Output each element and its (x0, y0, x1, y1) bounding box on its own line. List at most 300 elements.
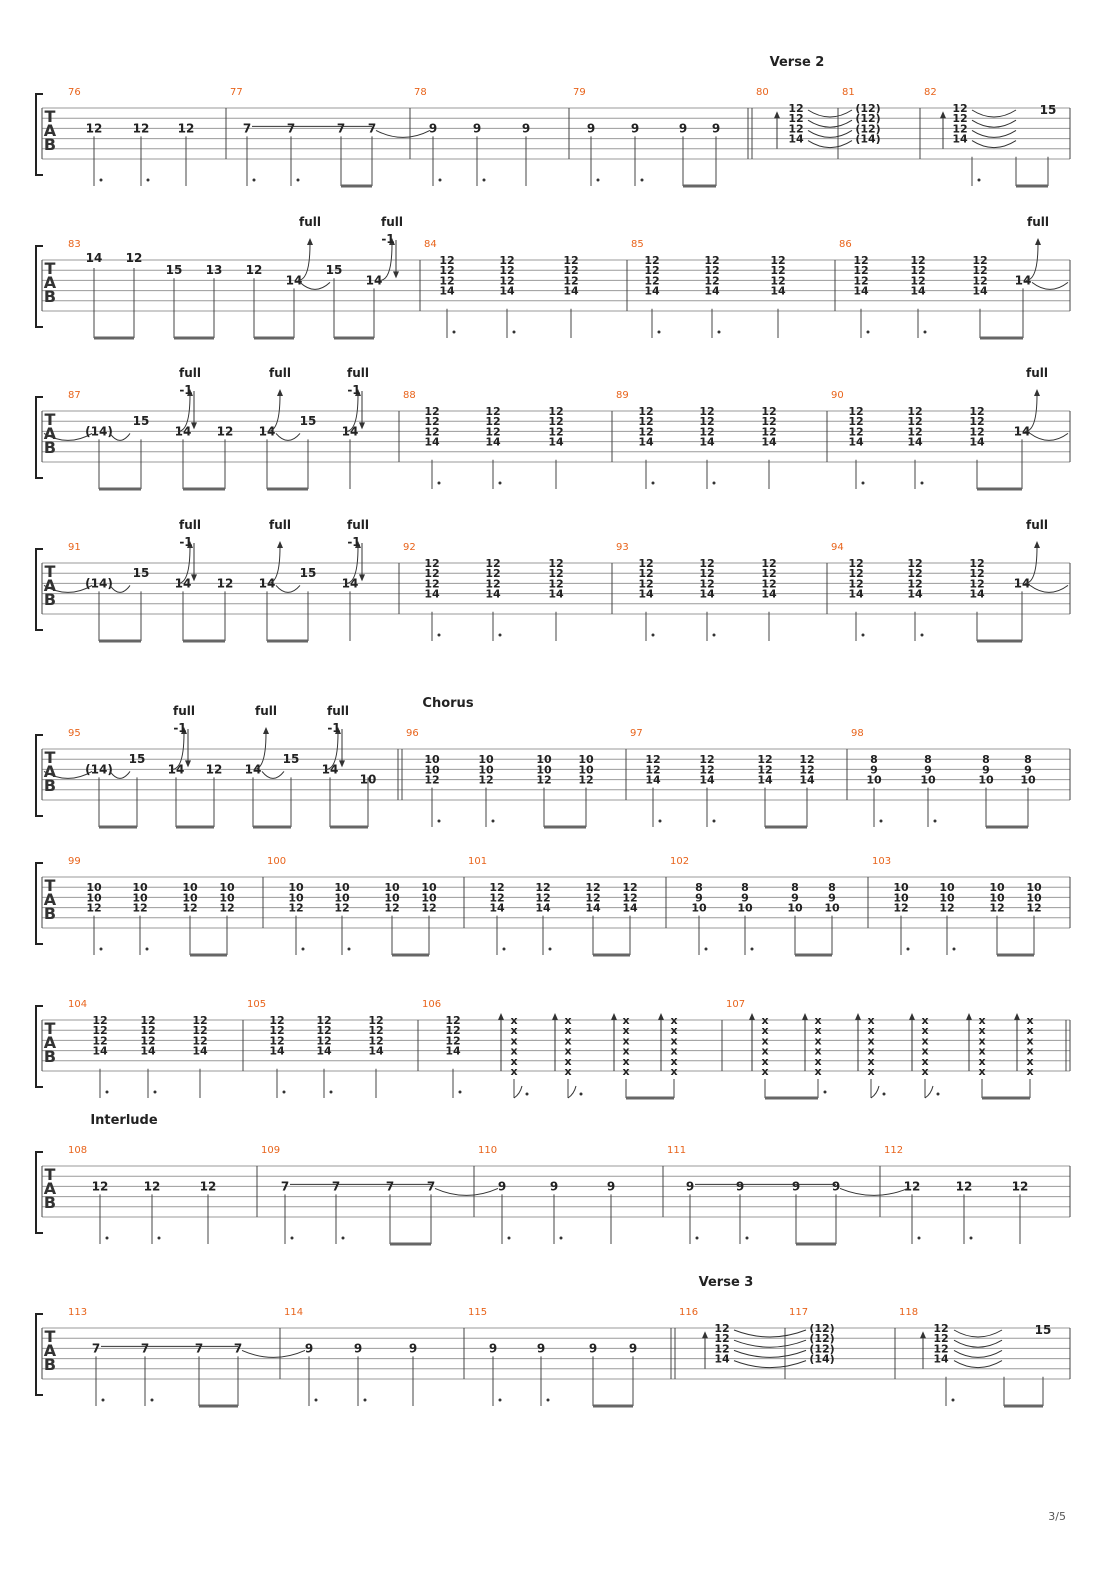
tie (954, 1350, 1002, 1357)
fret-number: 14 (365, 273, 383, 288)
measure-number: 111 (667, 1145, 687, 1156)
fret-number: 14 (244, 762, 262, 777)
tab-clef-letter: T (44, 1165, 56, 1184)
bend-release: -1 (327, 721, 341, 735)
fret-number: 9 (497, 1179, 507, 1194)
measure-number: 81 (842, 87, 855, 98)
rhythm-dot (641, 179, 644, 182)
fret-number: 12 (585, 891, 601, 905)
fret-number: 10 (288, 881, 304, 895)
tab-clef-letter: A (43, 890, 57, 909)
bend-release: -1 (381, 232, 395, 246)
release-arrow (185, 760, 191, 767)
strum-arrow (774, 111, 780, 118)
measure-number: 105 (247, 999, 267, 1010)
fret-number: 9 (304, 1341, 314, 1356)
fret-number: 12 (424, 415, 440, 429)
fret-number: 10 (737, 901, 753, 915)
strum-arrow (749, 1013, 755, 1020)
fret-number: 10 (824, 901, 840, 915)
fret-number: 12 (499, 254, 515, 267)
dead-note: x (921, 1024, 929, 1038)
fret-number: 12 (489, 881, 505, 895)
rhythm-dot (503, 948, 506, 951)
fret-number: 12 (499, 274, 515, 288)
rhythm-dot (154, 1091, 157, 1094)
dead-note: x (867, 1044, 875, 1058)
fret-number: 12 (368, 1014, 384, 1027)
fret-number: 12 (969, 405, 985, 418)
fret-number: 12 (424, 577, 440, 591)
tab-clef-letter: B (43, 1355, 57, 1374)
rhythm-dot (508, 1237, 511, 1240)
dead-note: x (761, 1034, 769, 1048)
fret-number: 13 (205, 263, 223, 278)
fret-number: 12 (316, 1014, 332, 1027)
fret-number: 15 (132, 414, 150, 429)
fret-number: 14 (485, 587, 501, 601)
tie (734, 1340, 806, 1347)
note-flag (514, 1086, 522, 1098)
dead-note: x (670, 1034, 678, 1048)
fret-number: 12 (535, 881, 551, 895)
fret-number: 14 (174, 424, 192, 439)
fret-number: 12 (907, 567, 923, 581)
fret-number: 12 (85, 121, 103, 136)
fret-number: 12 (424, 425, 440, 439)
fret-number: 12 (216, 424, 234, 439)
dead-note: x (921, 1014, 929, 1027)
bend-label: full (179, 366, 201, 380)
fret-number: 10 (132, 891, 148, 905)
dead-note: x (510, 1054, 518, 1068)
fret-number: (12) (809, 1332, 835, 1346)
dead-note: x (761, 1014, 769, 1027)
fret-number: 15 (1034, 1323, 1052, 1337)
fret-number: 10 (893, 881, 909, 895)
tie (840, 1188, 908, 1195)
fret-number: 7 (280, 1179, 290, 1194)
fret-number: 12 (972, 264, 988, 278)
rhythm-dot (713, 482, 716, 485)
tie (734, 1350, 806, 1357)
fret-number: 14 (699, 773, 715, 787)
fret-number: 8 (870, 753, 878, 767)
dead-note: x (867, 1014, 875, 1027)
fret-number: 14 (258, 424, 276, 439)
fret-number: 10 (578, 763, 594, 777)
dead-note: x (1026, 1034, 1034, 1048)
measure-number: 89 (616, 390, 629, 401)
note-flag (871, 1086, 879, 1098)
fret-number: 14 (910, 284, 926, 298)
fret-number: 7 (331, 1179, 341, 1194)
fret-number: 12 (548, 557, 564, 570)
rhythm-dot (978, 179, 981, 182)
measure-number: 92 (403, 542, 416, 553)
measure-number: 110 (478, 1145, 498, 1156)
fret-number: 14 (424, 587, 440, 601)
dead-note: x (761, 1044, 769, 1058)
fret-number: 8 (695, 881, 703, 895)
fret-number: 8 (741, 881, 749, 895)
rhythm-dot (499, 1399, 502, 1402)
fret-number: 12 (563, 254, 579, 267)
fret-number: 10 (893, 891, 909, 905)
fret-number: 12 (853, 264, 869, 278)
fret-number: 12 (622, 891, 638, 905)
note-flag (568, 1086, 576, 1098)
fret-number: 12 (140, 1034, 156, 1048)
fret-number: 12 (548, 567, 564, 581)
fret-number: 12 (485, 415, 501, 429)
bend-arrow (263, 727, 269, 734)
measure-number: 77 (230, 87, 243, 98)
fret-number: 10 (978, 773, 994, 787)
release-arrow (191, 422, 197, 429)
tie (954, 1361, 1002, 1368)
dead-note: x (622, 1065, 630, 1078)
fret-number: 12 (445, 1034, 461, 1048)
fret-number: 15 (132, 566, 150, 581)
dead-note: x (510, 1044, 518, 1058)
dead-note: x (867, 1024, 875, 1038)
measure-number: 112 (884, 1145, 904, 1156)
fret-number: (12) (809, 1342, 835, 1356)
fret-number: 10 (478, 763, 494, 777)
tab-system (36, 55, 1070, 175)
tab-clef-letter: T (44, 1019, 56, 1038)
fret-number: 9 (791, 891, 799, 905)
bend-arrow (1034, 389, 1040, 396)
fret-number: 12 (704, 254, 720, 267)
strum-arrow (920, 1331, 926, 1338)
rhythm-dot (867, 331, 870, 334)
measure-number: 103 (872, 856, 892, 867)
fret-number: 9 (586, 121, 596, 136)
fret-number: 12 (424, 405, 440, 418)
fret-number: 10 (787, 901, 803, 915)
fret-number: 12 (770, 254, 786, 267)
fret-number: 12 (269, 1014, 285, 1027)
fret-number: 14 (192, 1044, 208, 1058)
fret-number: 12 (714, 1322, 730, 1335)
rhythm-dot (937, 1093, 940, 1096)
fret-number: 12 (853, 274, 869, 288)
fret-number: 12 (910, 274, 926, 288)
section-label: Verse 3 (698, 1275, 754, 1290)
fret-number: 15 (325, 263, 343, 278)
tab-clef-letter: B (43, 438, 57, 457)
dead-note: x (510, 1065, 518, 1078)
fret-number: (14) (855, 132, 881, 146)
fret-number: 10 (989, 891, 1005, 905)
dead-note: x (622, 1054, 630, 1068)
fret-number: 12 (907, 577, 923, 591)
fret-number: 12 (699, 577, 715, 591)
fret-number: 12 (245, 263, 263, 278)
rhythm-dot (921, 482, 924, 485)
fret-number: 10 (384, 891, 400, 905)
release-arrow (359, 422, 365, 429)
fret-number: 12 (761, 567, 777, 581)
rhythm-dot (438, 482, 441, 485)
fret-number: 12 (445, 1024, 461, 1038)
bend-release: -1 (173, 721, 187, 735)
dead-note: x (564, 1065, 572, 1078)
rhythm-dot (880, 820, 883, 823)
rhythm-dot (549, 948, 552, 951)
fret-number: 8 (982, 753, 990, 767)
fret-number: 14 (341, 424, 359, 439)
fret-number: 10 (478, 753, 494, 767)
fret-number: 12 (972, 274, 988, 288)
fret-number: 10 (989, 881, 1005, 895)
tie (972, 120, 1016, 127)
fret-number: 14 (445, 1044, 461, 1058)
dead-note: x (814, 1014, 822, 1027)
tie (972, 110, 1016, 117)
rhythm-dot (302, 948, 305, 951)
measure-number: 80 (756, 87, 769, 98)
fret-number: 12 (989, 901, 1005, 915)
rhythm-dot (659, 820, 662, 823)
tab-clef-letter: B (43, 287, 57, 306)
fret-number: 14 (848, 587, 864, 601)
tie (808, 141, 852, 148)
measure-number: 90 (831, 390, 844, 401)
fret-number: 9 (711, 121, 721, 136)
fret-number: 14 (853, 284, 869, 298)
fret-number: 12 (288, 901, 304, 915)
measure-number: 107 (726, 999, 746, 1010)
fret-number: 10 (86, 881, 102, 895)
rhythm-dot (918, 1237, 921, 1240)
fret-number: 10 (288, 891, 304, 905)
bend-label: full (1026, 518, 1048, 532)
tab-clef-letter: A (43, 1341, 57, 1360)
bend-label: full (381, 215, 403, 229)
fret-number: 12 (788, 112, 804, 126)
bend-label: full (347, 518, 369, 532)
fret-number: 15 (165, 263, 183, 278)
bend-label: full (269, 518, 291, 532)
fret-number: 12 (445, 1014, 461, 1027)
measure-number: 86 (839, 239, 852, 250)
fret-number: 12 (969, 425, 985, 439)
fret-number: 12 (699, 557, 715, 570)
tie (734, 1361, 806, 1368)
fret-number: 12 (799, 753, 815, 767)
fret-number: 14 (704, 284, 720, 298)
tab-clef-letter: A (43, 1179, 57, 1198)
bend-label: full (179, 518, 201, 532)
fret-number: 12 (699, 415, 715, 429)
fret-number: 12 (92, 1034, 108, 1048)
fret-number: 9 (791, 1179, 801, 1194)
section-label: Verse 2 (769, 55, 825, 70)
fret-number: 12 (143, 1179, 161, 1194)
fret-number: 14 (638, 435, 654, 449)
bend-arrow (1034, 541, 1040, 548)
bend-release: -1 (347, 383, 361, 397)
fret-number: 14 (644, 284, 660, 298)
dead-note: x (670, 1044, 678, 1058)
tab-clef-letter: A (43, 424, 57, 443)
measure-number: 97 (630, 728, 643, 739)
tab-clef-letter: B (43, 1047, 57, 1066)
fret-number: 12 (548, 577, 564, 591)
rhythm-dot (438, 820, 441, 823)
fret-number: 12 (140, 1024, 156, 1038)
rhythm-dot (330, 1091, 333, 1094)
measure-number: 78 (414, 87, 427, 98)
release-arrow (359, 574, 365, 581)
fret-number: 12 (1011, 1179, 1029, 1194)
dead-note: x (814, 1065, 822, 1078)
measure-number: 76 (68, 87, 81, 98)
fret-number: 12 (699, 405, 715, 418)
tie (300, 282, 330, 289)
fret-number: 12 (125, 251, 143, 265)
fret-number: 12 (421, 901, 437, 915)
fret-number: 12 (219, 901, 235, 915)
fret-number: 10 (334, 881, 350, 895)
fret-number: 8 (828, 881, 836, 895)
bend-arrow (277, 389, 283, 396)
fret-number: 14 (258, 576, 276, 591)
tab-clef-letter: T (44, 107, 56, 126)
dead-note: x (1026, 1044, 1034, 1058)
rhythm-dot (862, 634, 865, 637)
tab-system (36, 1113, 1070, 1233)
fret-number: 14 (761, 435, 777, 449)
fret-number: 12 (269, 1034, 285, 1048)
fret-number: 12 (485, 567, 501, 581)
measure-number: 118 (899, 1307, 919, 1318)
fret-number: 12 (761, 577, 777, 591)
fret-number: 12 (439, 264, 455, 278)
fret-number: 8 (924, 753, 932, 767)
tie (808, 130, 852, 137)
dead-note: x (1026, 1014, 1034, 1027)
fret-number: 14 (622, 901, 638, 915)
fret-number: 7 (140, 1341, 150, 1356)
tie (734, 1330, 806, 1337)
measure-number: 104 (68, 999, 88, 1010)
measure-number: 100 (267, 856, 287, 867)
dead-note: x (1026, 1065, 1034, 1078)
tab-clef-letter: B (43, 1193, 57, 1212)
fret-number: 15 (1039, 103, 1057, 117)
dead-note: x (761, 1065, 769, 1078)
fret-number: (12) (809, 1322, 835, 1335)
rhythm-dot (106, 1237, 109, 1240)
rhythm-dot (924, 331, 927, 334)
strum-arrow (966, 1013, 972, 1020)
dead-note: x (1026, 1054, 1034, 1068)
dead-note: x (1026, 1024, 1034, 1038)
fret-number: 15 (299, 566, 317, 581)
rhythm-dot (824, 1091, 827, 1094)
bend-label: full (299, 215, 321, 229)
measure-number: 88 (403, 390, 416, 401)
fret-number: 12 (853, 254, 869, 267)
tab-clef-letter: T (44, 259, 56, 278)
fret-number: 9 (628, 1341, 638, 1356)
rhythm-dot (106, 1091, 109, 1094)
fret-number: 12 (910, 254, 926, 267)
fret-number: 12 (489, 891, 505, 905)
tie (972, 130, 1016, 137)
tie (110, 433, 130, 440)
measure-number: 115 (468, 1307, 488, 1318)
fret-number: 10 (219, 891, 235, 905)
rhythm-dot (862, 482, 865, 485)
fret-number: 14 (92, 1044, 108, 1058)
fret-number: 7 (367, 121, 377, 136)
fret-number: 12 (485, 577, 501, 591)
fret-number: 14 (368, 1044, 384, 1058)
rhythm-dot (459, 1091, 462, 1094)
fret-number: 10 (939, 891, 955, 905)
measure-number: 79 (573, 87, 586, 98)
fret-number: (12) (855, 122, 881, 136)
rhythm-dot (147, 179, 150, 182)
fret-number: 10 (424, 753, 440, 767)
fret-number: 9 (828, 891, 836, 905)
strum-arrow (855, 1013, 861, 1020)
dead-note: x (670, 1024, 678, 1038)
fret-number: 14 (321, 762, 339, 777)
fret-number: 14 (699, 587, 715, 601)
rhythm-dot (952, 1399, 955, 1402)
fret-number: 12 (548, 405, 564, 418)
strum-arrow (498, 1013, 504, 1020)
bend-arrow (307, 238, 313, 245)
fret-number: 9 (488, 1341, 498, 1356)
fret-number: 12 (644, 274, 660, 288)
fret-number: 12 (192, 1014, 208, 1027)
tab-clef-letter: A (43, 121, 57, 140)
fret-number: 12 (757, 753, 773, 767)
fret-number: 12 (952, 102, 968, 115)
fret-number: 12 (638, 415, 654, 429)
strum-arrow (940, 111, 946, 118)
fret-number: 12 (969, 577, 985, 591)
bend-label: full (255, 704, 277, 718)
fret-number: 9 (630, 121, 640, 136)
bend-label: full (269, 366, 291, 380)
fret-number: (14) (85, 762, 113, 777)
fret-number: 9 (588, 1341, 598, 1356)
measure-number: 87 (68, 390, 81, 401)
rhythm-dot (713, 820, 716, 823)
rhythm-dot (705, 948, 708, 951)
tab-clef-letter: T (44, 748, 56, 767)
fret-number: 9 (924, 763, 932, 777)
fret-number: 12 (485, 405, 501, 418)
dead-note: x (510, 1024, 518, 1038)
release-arrow (191, 574, 197, 581)
fret-number: 14 (269, 1044, 285, 1058)
tab-clef-letter: B (43, 590, 57, 609)
dead-note: x (978, 1044, 986, 1058)
fret-number: 9 (472, 121, 482, 136)
fret-number: 12 (848, 405, 864, 418)
rhythm-dot (100, 179, 103, 182)
fret-number: 9 (678, 121, 688, 136)
